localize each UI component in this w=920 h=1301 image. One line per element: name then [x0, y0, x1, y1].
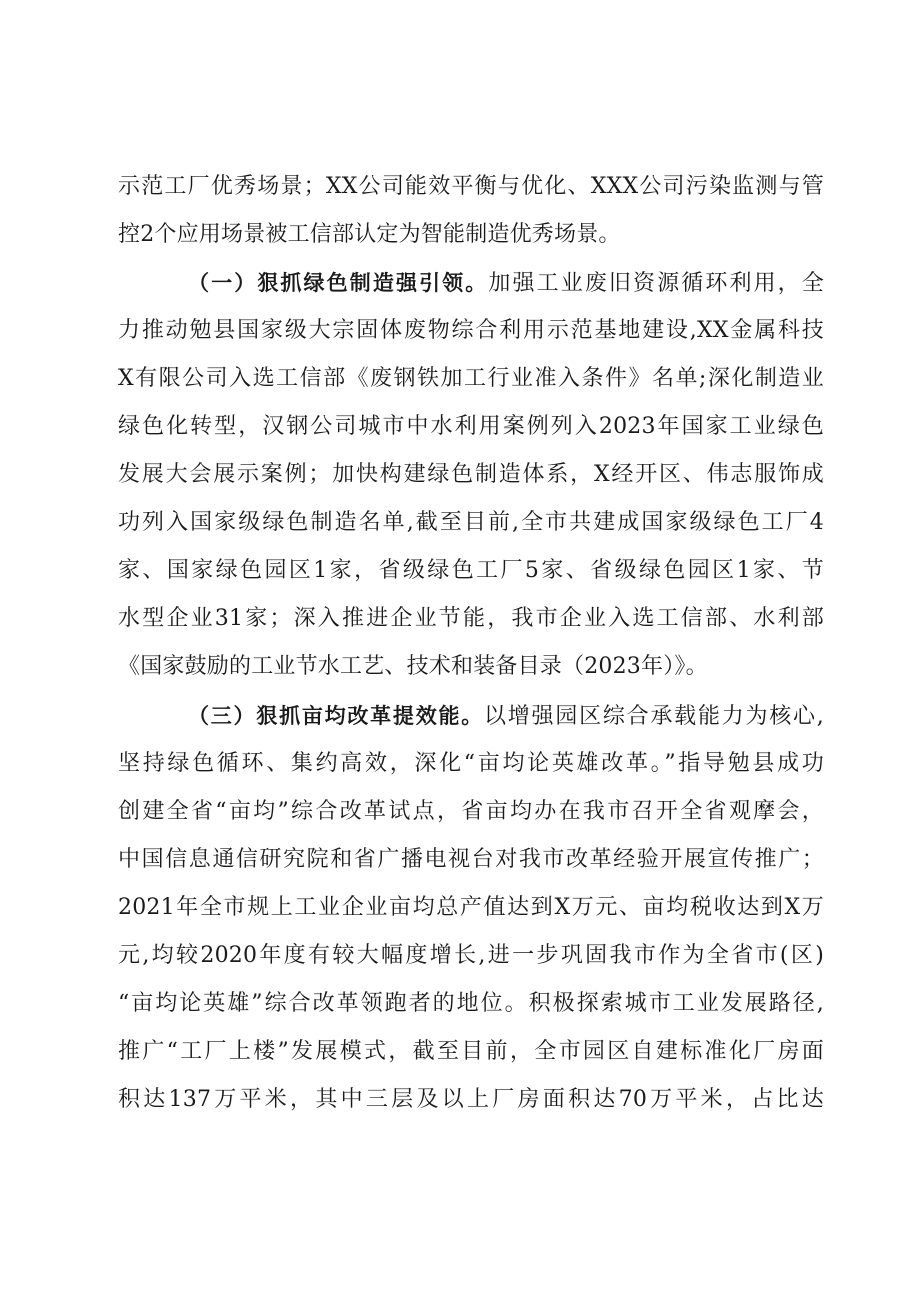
section-heading-line [188, 269, 824, 297]
paragraph-line: 绿色化转型，汉钢公司城市中水利用案例列入2023年国家工业绿色 [118, 414, 824, 439]
paragraph-line: X有限公司入选工信部《废钢铁加工行业准入条件》名单;深化制造业 [118, 366, 824, 391]
section-heading-line [188, 702, 824, 730]
paragraph-line: 创建全省“亩均”综合改革试点，省亩均办在我市召开全省观摩会， [118, 799, 824, 824]
paragraph-text: 以增强园区综合承载能力为核心, [484, 704, 824, 729]
paragraph-line: 发展大会展示案例；加快构建绿色制造体系，X经开区、伟志服饰成 [118, 462, 824, 487]
paragraph-line: “亩均论英雄”综合改革领跑者的地位。积极探索城市工业发展路径, [118, 991, 824, 1016]
paragraph-line: 推广“工厂上楼”发展模式，截至目前，全市园区自建标准化厂房面 [118, 1039, 824, 1064]
paragraph-line: 控2个应用场景被工信部认定为智能制造优秀场景。 [118, 222, 621, 247]
paragraph-line: 中国信息通信研究院和省广播电视台对我市改革经验开展宣传推广； [118, 847, 824, 872]
paragraph-line: 2021年全市规上工业企业亩均总产值达到X万元、亩均税收达到X万 [118, 895, 824, 920]
paragraph-line: 家、国家绿色园区1家，省级绿色工厂5家、省级绿色园区1家、节 [118, 558, 824, 583]
paragraph-line: 《国家鼓励的工业节水工艺、技术和装备目录（2023年）》。 [118, 654, 708, 679]
section-heading-green-manufacturing: （一）狠抓绿色制造强引领。 [188, 271, 489, 295]
paragraph-line: 示范工厂优秀场景；XX公司能效平衡与优化、XXX公司污染监测与管 [118, 174, 824, 199]
paragraph-line: 元,均较2020年度有较大幅度增长,进一步巩固我市作为全省市(区) [118, 943, 824, 968]
paragraph-line: 坚持绿色循环、集约高效，深化“亩均论英雄改革。”指导勉县成功 [118, 751, 824, 776]
paragraph-line: 力推动勉县国家级大宗固体废物综合利用示范基地建设,XX金属科技 [118, 318, 824, 343]
paragraph-line: 水型企业31家；深入推进企业节能，我市企业入选工信部、水利部 [118, 606, 824, 631]
section-heading-mu-reform: （三）狠抓亩均改革提效能。 [188, 704, 485, 728]
paragraph-text: 加强工业废旧资源循环利用，全 [488, 271, 824, 296]
paragraph-line: 积达137万平米，其中三层及以上厂房面积达70万平米，占比达 [118, 1087, 824, 1112]
paragraph-line: 功列入国家级绿色制造名单,截至目前,全市共建成国家级绿色工厂4 [118, 510, 824, 535]
